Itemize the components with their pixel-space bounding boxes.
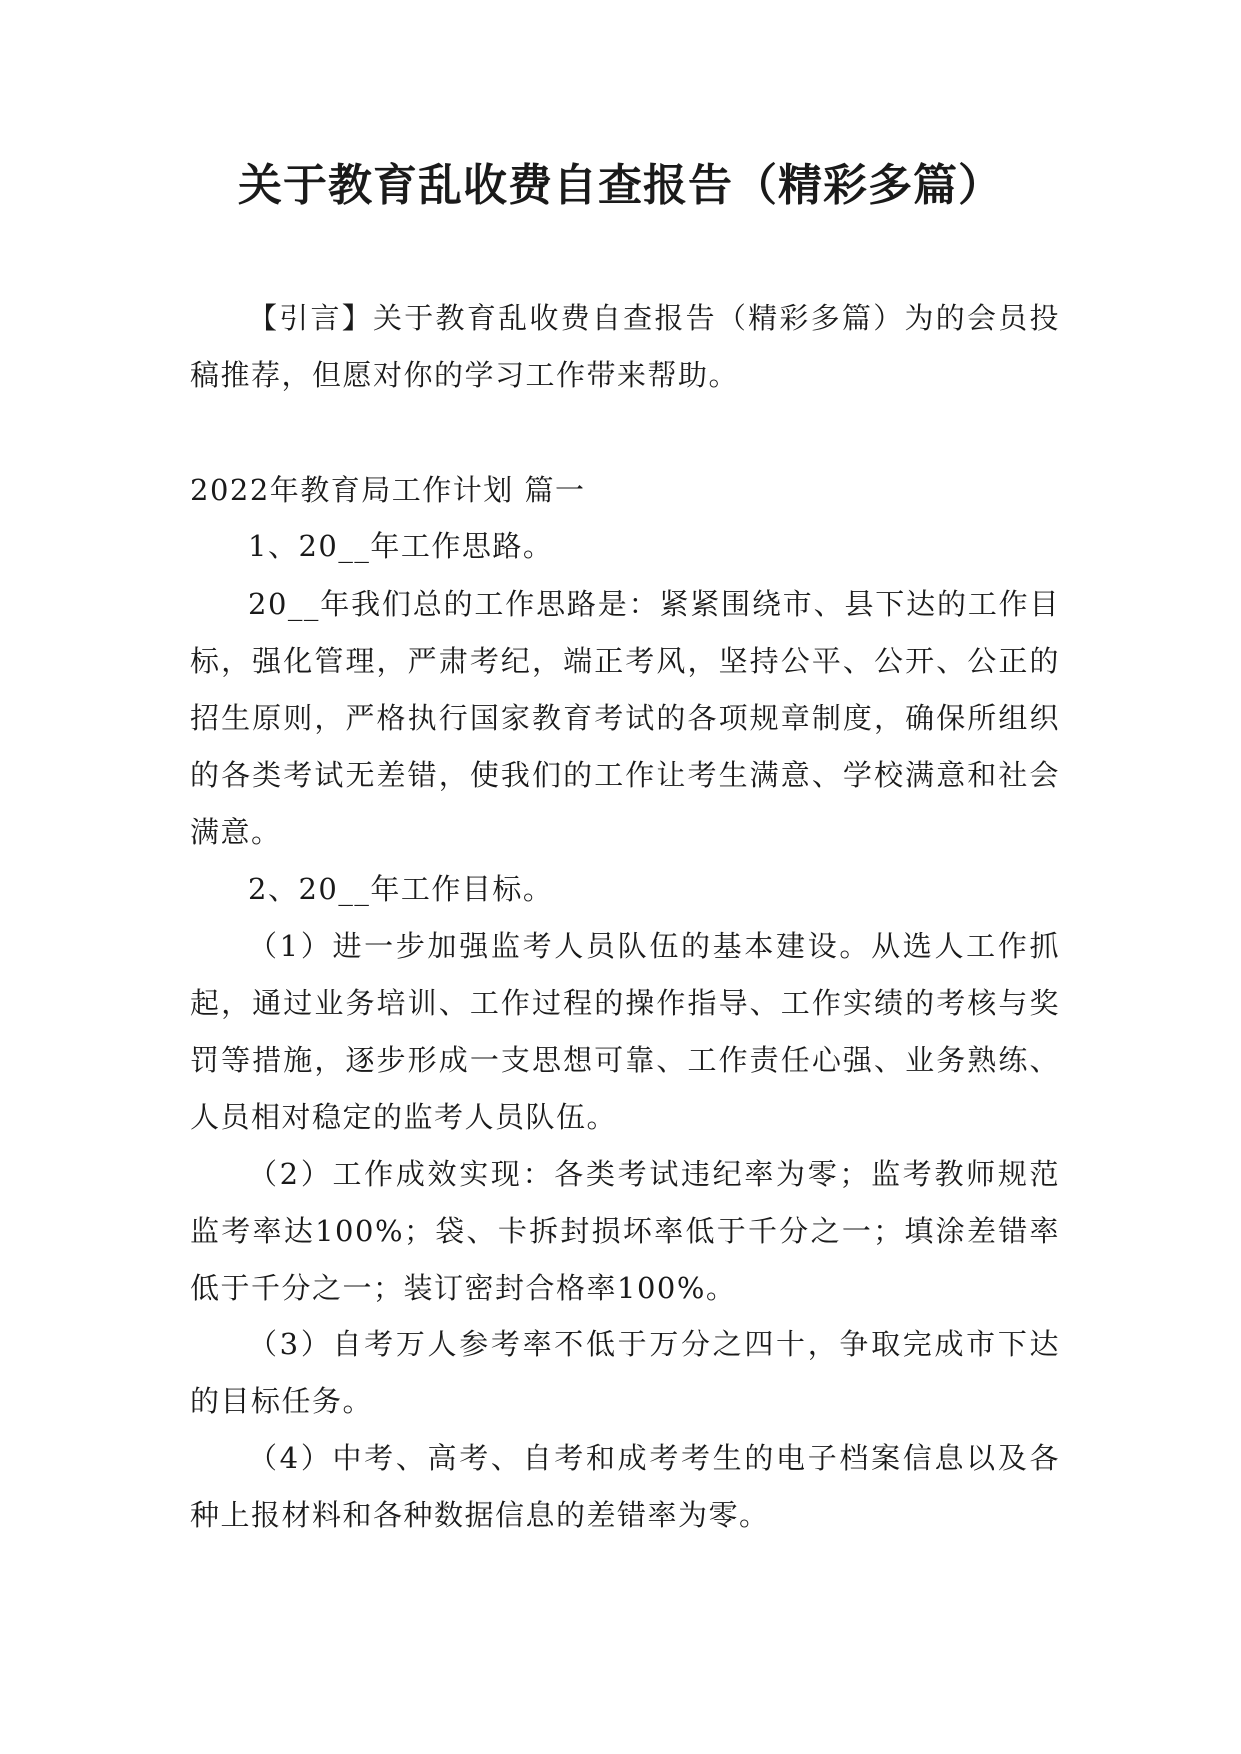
intro-paragraph: 【引言】关于教育乱收费自查报告（精彩多篇）为的会员投稿推荐，但愿对你的学习工作带来帮助。 — [190, 301, 1060, 392]
paragraph-goal-1: （1）进一步加强监考人员队伍的基本建设。从选人工作抓起，通过业务培训、工作过程的操作指导、工作实绩的考核与奖罚等措施，逐步形成一支思想可靠、工作责任心强、业务熟练、人员相对稳定的监考人员队伍。 — [190, 929, 1060, 1134]
paragraph-work-goal-heading: 2、20__年工作目标。 — [248, 872, 554, 906]
section-heading: 2022年教育局工作计划 篇一 — [190, 473, 586, 507]
document-title: 关于教育乱收费自查报告（精彩多篇） — [238, 160, 1003, 211]
paragraph-work-idea-heading: 1、20__年工作思路。 — [248, 529, 554, 563]
paragraph-goal-3: （3）自考万人参考率不低于万分之四十，争取完成市下达的目标任务。 — [190, 1327, 1060, 1418]
paragraph-work-idea: 20__年我们总的工作思路是：紧紧围绕市、县下达的工作目标，强化管理，严肃考纪，端正考风，坚持公平、公开、公正的招生原则，严格执行国家教育考试的各项规章制度，确保所组织的各类考试无差错，使我们的工作让考生满意、学校满意和社会满意。 — [190, 587, 1060, 849]
paragraph-goal-2: （2）工作成效实现：各类考试违纪率为零；监考教师规范监考率达100%；袋、卡拆封损坏率低于千分之一；填涂差错率低于千分之一；装订密封合格率100%。 — [190, 1157, 1060, 1305]
paragraph-goal-4: （4）中考、高考、自考和成考考生的电子档案信息以及各种上报材料和各种数据信息的差错率为零。 — [190, 1441, 1060, 1532]
